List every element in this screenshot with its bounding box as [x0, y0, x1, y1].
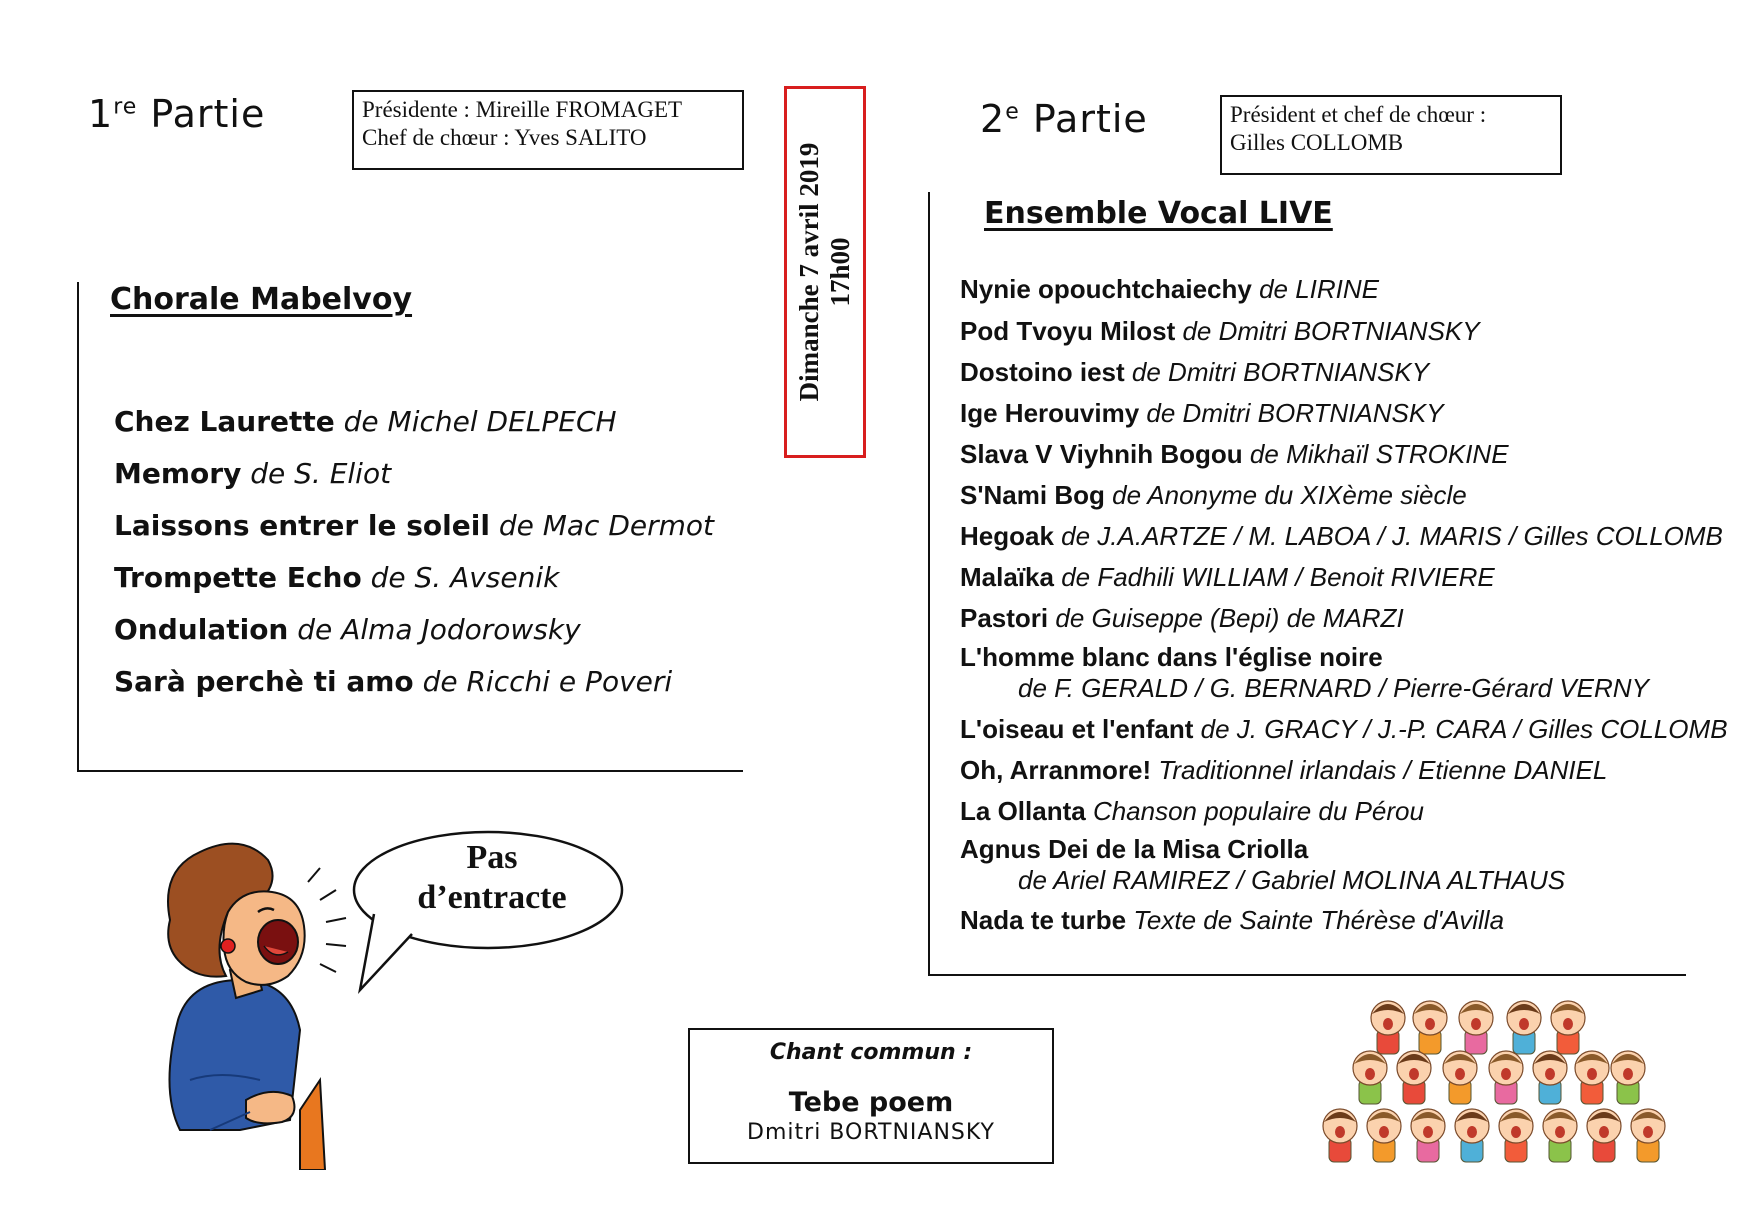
child-figure: [1411, 1109, 1445, 1162]
song-item: [960, 357, 1728, 398]
song-author: de Ricchi e Poveri: [422, 665, 673, 698]
song-title: Dostoino iest: [960, 357, 1125, 387]
part2-song-list: [960, 274, 1728, 945]
song-title: Sarà perchè ti amo: [114, 665, 414, 698]
song-author: Chanson populaire du Pérou: [1092, 796, 1424, 826]
song-item: [114, 665, 714, 717]
song-item: [114, 561, 714, 613]
song-title: Ondulation: [114, 613, 289, 646]
intermission-bubble: [376, 838, 608, 918]
song-author: de LIRINE: [1259, 274, 1380, 304]
song-title: Oh, Arranmore!: [960, 755, 1152, 785]
child-figure: [1371, 1001, 1405, 1054]
song-item: [960, 274, 1728, 316]
song-title: L'oiseau et l'enfant: [960, 714, 1194, 744]
song-item: [960, 316, 1728, 357]
song-title: Slava V Viyhnih Bogou: [960, 439, 1243, 469]
common-song-box: [688, 1028, 1054, 1164]
song-item: [114, 405, 714, 457]
song-author: de Ariel RAMIREZ / Gabriel MOLINA ALTHAUS: [1018, 865, 1566, 895]
song-item: [114, 457, 714, 509]
part1-conductor: Chef de chœur : Yves SALITO: [362, 125, 647, 150]
song-author: de Dmitri BORTNIANSKY: [1182, 316, 1480, 346]
song-item: [960, 562, 1728, 603]
song-author: de Michel DELPECH: [343, 405, 617, 438]
singing-children-illustration: [1310, 990, 1690, 1180]
sound-lines: [308, 868, 346, 972]
intermission-line1: Pas: [466, 839, 518, 876]
part1-choir-title: Chorale Mabelvoy: [110, 282, 413, 317]
song-author: de Anonyme du XIXème siècle: [1112, 480, 1467, 510]
song-title: La Ollanta: [960, 796, 1086, 826]
song-author: de Mac Dermot: [498, 509, 715, 542]
part1-heading-sup: re: [113, 94, 138, 120]
song-item: [960, 603, 1728, 642]
song-author: de Guiseppe (Bepi) de MARZI: [1055, 603, 1404, 633]
part2-president: Président et chef de chœur :: [1230, 102, 1487, 127]
song-item: [960, 755, 1728, 796]
song-author: de F. GERALD / G. BERNARD / Pierre-Gérard VERNY: [1018, 673, 1649, 703]
part1-president: Présidente : Mireille FROMAGET: [362, 97, 683, 122]
song-author: de J.A.ARTZE / M. LABOA / J. MARIS / Gilles COLLOMB: [1061, 521, 1723, 551]
part2-heading-word: Partie: [1032, 97, 1148, 141]
song-title: S'Nami Bog: [960, 480, 1105, 510]
song-title: L'homme blanc dans l'église noire: [960, 642, 1383, 672]
song-title: Hegoak: [960, 521, 1054, 551]
song-item: [960, 642, 1728, 714]
date-time: 17h00: [825, 237, 855, 307]
date-day: Dimanche 7 avril 2019: [794, 142, 824, 402]
song-item: [114, 509, 714, 561]
song-item: [960, 796, 1728, 834]
child-figure: [1533, 1051, 1567, 1104]
song-author: de S. Eliot: [250, 457, 392, 490]
song-author: Traditionnel irlandais / Etienne DANIEL: [1158, 755, 1608, 785]
child-figure: [1575, 1051, 1609, 1104]
song-item: [960, 714, 1728, 755]
part2-conductor: Gilles COLLOMB: [1230, 130, 1404, 155]
part1-info-box: [352, 90, 744, 170]
child-figure: [1323, 1109, 1357, 1162]
child-figure: [1413, 1001, 1447, 1054]
song-item: [960, 905, 1728, 945]
child-figure: [1551, 1001, 1585, 1054]
child-figure: [1499, 1109, 1533, 1162]
song-title: Laissons entrer le soleil: [114, 509, 490, 542]
earring-shape: [221, 939, 235, 953]
song-author: de Fadhili WILLIAM / Benoit RIVIERE: [1061, 562, 1495, 592]
child-figure: [1543, 1109, 1577, 1162]
part1-heading-num: 1: [88, 92, 114, 136]
song-author: Texte de Sainte Thérèse d'Avilla: [1133, 905, 1505, 935]
song-title: Memory: [114, 457, 242, 490]
song-author: de Mikhaïl STROKINE: [1249, 439, 1509, 469]
song-author: de Dmitri BORTNIANSKY: [1131, 357, 1430, 387]
child-figure: [1611, 1051, 1645, 1104]
song-item: [960, 834, 1728, 905]
song-title: Nada te turbe: [960, 905, 1127, 935]
child-figure: [1587, 1109, 1621, 1162]
child-figure: [1489, 1051, 1523, 1104]
song-title: Pastori: [960, 603, 1049, 633]
song-author: de Dmitri BORTNIANSKY: [1146, 398, 1444, 428]
song-item: [114, 613, 714, 665]
song-title: Pod Tvoyu Milost: [960, 316, 1176, 346]
part2-choir-title: Ensemble Vocal LIVE: [984, 196, 1333, 231]
common-song-composer: Dmitri BORTNIANSKY: [747, 1120, 995, 1145]
child-figure: [1459, 1001, 1493, 1054]
song-item: [960, 398, 1728, 439]
child-figure: [1443, 1051, 1477, 1104]
song-title: Nynie opouchtchaiechy: [960, 274, 1252, 304]
part2-info-box: [1220, 95, 1562, 175]
song-item: [960, 480, 1728, 521]
part1-song-list: [114, 405, 714, 717]
part1-heading: [88, 92, 265, 136]
child-figure: [1507, 1001, 1541, 1054]
date-text: [794, 143, 856, 402]
child-figure: [1631, 1109, 1665, 1162]
song-item: [960, 521, 1728, 562]
part2-heading: [980, 97, 1148, 141]
child-figure: [1353, 1051, 1387, 1104]
child-figure: [1367, 1109, 1401, 1162]
hand-shape: [246, 1092, 294, 1124]
song-title: Ige Herouvimy: [960, 398, 1140, 428]
song-author: de J. GRACY / J.-P. CARA / Gilles COLLOMB: [1200, 714, 1728, 744]
common-song-label: Chant commun :: [769, 1040, 973, 1065]
song-title: Trompette Echo: [114, 561, 362, 594]
part2-heading-num: 2: [980, 97, 1006, 141]
date-box: [784, 86, 866, 458]
song-item: [960, 439, 1728, 480]
child-figure: [1397, 1051, 1431, 1104]
mouth-shape: [258, 920, 298, 964]
part2-heading-sup: e: [1005, 99, 1020, 125]
common-song-title: Tebe poem: [788, 1087, 954, 1118]
song-title: Malaïka: [960, 562, 1054, 592]
song-author: de S. Avsenik: [370, 561, 560, 594]
song-title: Agnus Dei de la Misa Criolla: [960, 834, 1309, 864]
table-shape: [300, 1080, 325, 1170]
song-title: Chez Laurette: [114, 405, 335, 438]
intermission-line2: d’entracte: [417, 879, 567, 916]
part1-heading-word: Partie: [150, 92, 266, 136]
child-figure: [1455, 1109, 1489, 1162]
song-author: de Alma Jodorowsky: [297, 613, 581, 646]
